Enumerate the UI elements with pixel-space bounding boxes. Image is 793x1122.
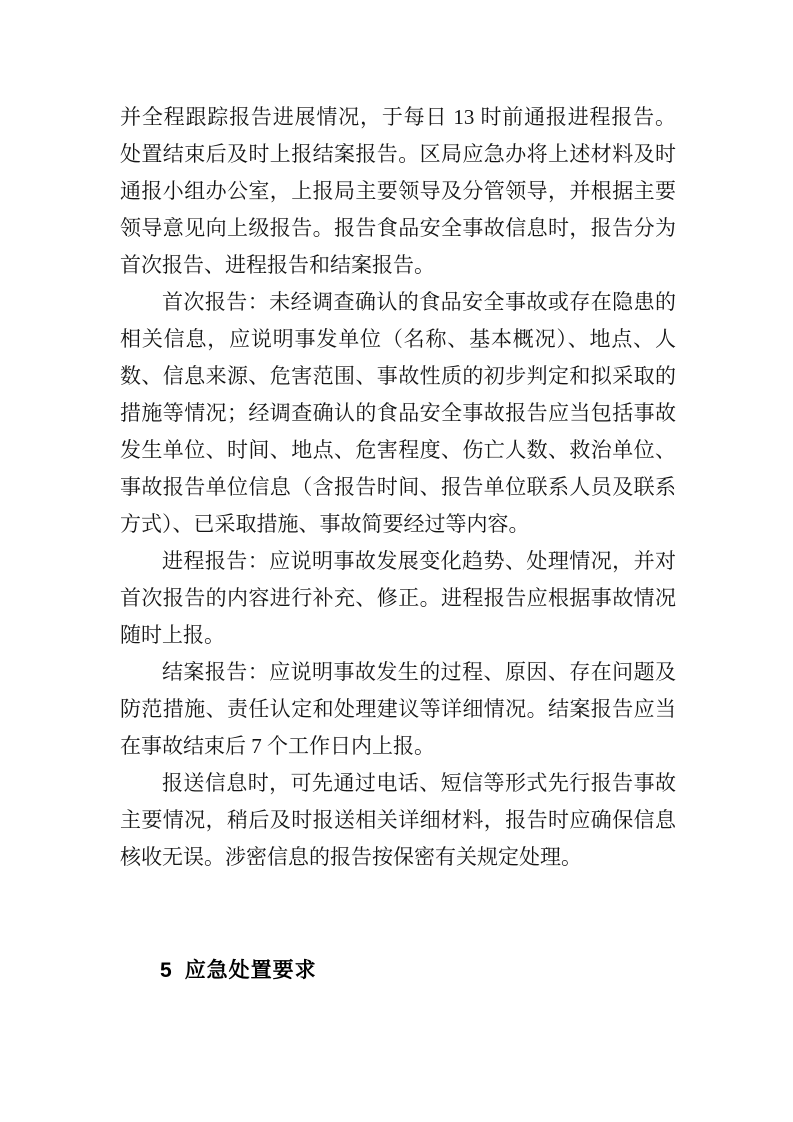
body-line: 措施等情况；经调查确认的食品安全事故报告应当包括事故	[120, 401, 676, 425]
section-title: 应急处置要求	[184, 959, 317, 982]
paragraph-final-report	[120, 654, 676, 765]
body-line: 在事故结束后 7 个工作日内上报。	[120, 734, 435, 758]
body-line: 相关信息，应说明事发单位（名称、基本概况）、地点、人	[120, 327, 676, 351]
body-line: 领导意见向上级报告。报告食品安全事故信息时，报告分为	[120, 216, 676, 240]
document-body	[120, 99, 676, 986]
body-line: 发生单位、时间、地点、危害程度、伤亡人数、救治单位、	[120, 438, 676, 462]
section-heading	[160, 956, 676, 986]
body-line: 随时上报。	[120, 623, 225, 647]
paragraph-reporting-procedure	[120, 99, 676, 284]
body-line: 方式）、已采取措施、事故简要经过等内容。	[120, 512, 530, 536]
body-line: 进程报告：应说明事故发展变化趋势、处理情况，并对	[162, 549, 676, 573]
body-line: 报送信息时，可先通过电话、短信等形式先行报告事故	[162, 771, 676, 795]
body-line: 核收无误。涉密信息的报告按保密有关规定处理。	[120, 845, 582, 869]
body-line: 数、信息来源、危害范围、事故性质的初步判定和拟采取的	[120, 364, 676, 388]
body-line: 通报小组办公室，上报局主要领导及分管领导，并根据主要	[120, 179, 676, 203]
body-line: 事故报告单位信息（含报告时间、报告单位联系人员及联系	[120, 475, 676, 499]
body-line: 首次报告的内容进行补充、修正。进程报告应根据事故情况	[120, 586, 676, 610]
body-line: 首次报告：未经调查确认的食品安全事故或存在隐患的	[162, 290, 676, 314]
paragraph-first-report	[120, 284, 676, 543]
section-number: 5	[160, 959, 173, 982]
body-line: 防范措施、责任认定和处理建议等详细情况。结案报告应当	[120, 697, 676, 721]
body-line: 首次报告、进程报告和结案报告。	[120, 253, 435, 277]
body-line: 处置结束后及时上报结案报告。区局应急办将上述材料及时	[120, 142, 676, 166]
body-line: 结案报告：应说明事故发生的过程、原因、存在问题及	[162, 660, 676, 684]
paragraph-progress-report	[120, 543, 676, 654]
paragraph-submission-method	[120, 765, 676, 876]
body-line: 并全程跟踪报告进展情况，于每日 13 时前通报进程报告。	[120, 105, 676, 129]
body-line: 主要情况，稍后及时报送相关详细材料，报告时应确保信息	[120, 808, 676, 832]
